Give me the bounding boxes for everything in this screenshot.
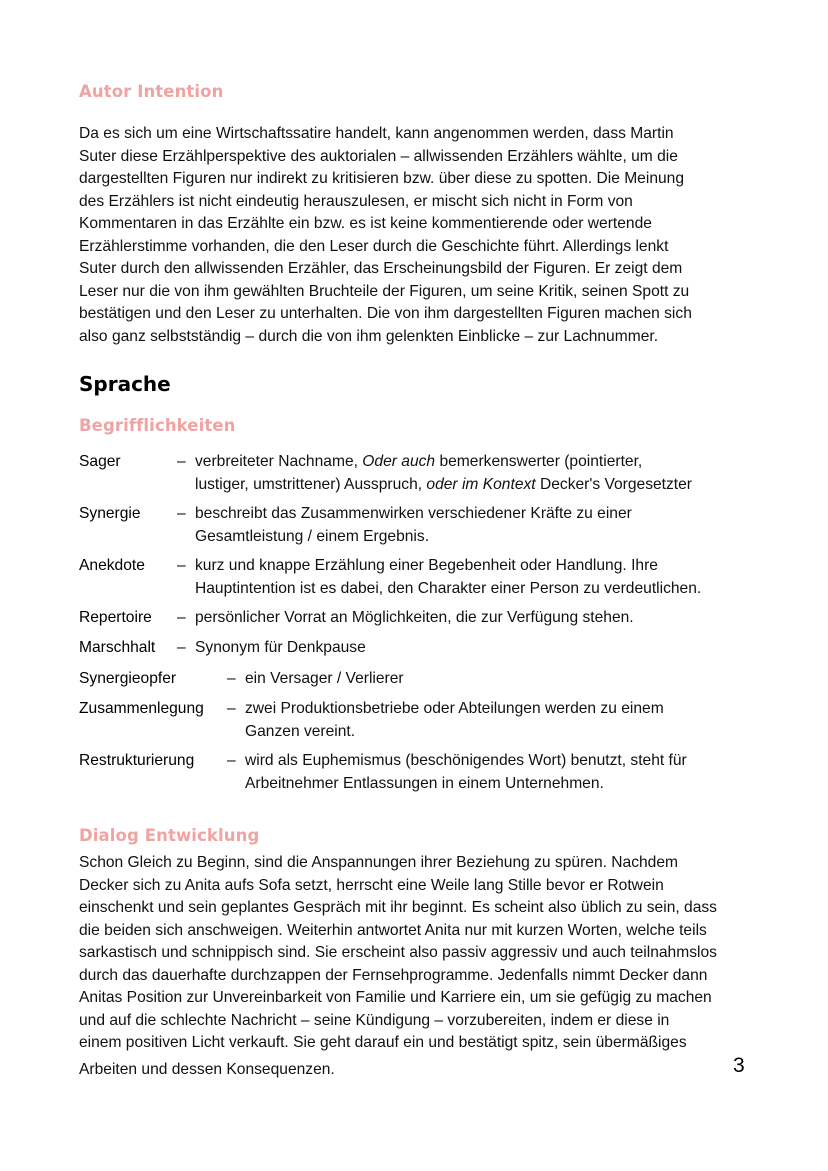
text-line: Suter durch den allwissenden Erzähler, das Erscheinungsbild der Figuren. Er zeigt dem xyxy=(79,260,683,277)
text-line: Erzählerstimme vorhanden, die den Leser durch die Geschichte führt. Allerdings lenkt xyxy=(79,237,669,255)
text-line: Leser nur die von ihm gewählten Bruchteile der Figuren, um seine Kritik, seinen Spott zu xyxy=(79,282,690,300)
definition-text: kurz und knappe Erzählung einer Begebenheit oder Handlung. Ihre xyxy=(195,557,658,574)
definition-text: beschreibt das Zusammenwirken verschiedener Kräfte zu einer xyxy=(195,505,632,522)
text-line: und auf die schlechte Nachricht – seine Kündigung – vorzubereiten, indem er diese in xyxy=(79,1011,670,1029)
text-line: sarkastisch und schnippisch sind. Sie erscheint also passiv aggressiv und auch teilnahmslos xyxy=(79,944,717,961)
section-heading-autor-intention: Autor Intention xyxy=(79,82,224,101)
term-dash: – xyxy=(177,609,186,626)
term-dash: – xyxy=(177,557,186,574)
definition-repertoire xyxy=(195,607,634,630)
definition-text: Arbeitnehmer Entlassungen in einem Unternehmen. xyxy=(245,774,604,792)
text-line: Anitas Position zur Unvereinbarkeit von Familie und Karriere ein, um sie gefügig zu machen xyxy=(79,989,712,1006)
definition-text: Gesamtleistung / einem Ergebnis. xyxy=(195,527,430,545)
definition-text: lustiger, umstrittener) Ausspruch, xyxy=(195,475,427,493)
text-line: des Erzählers ist nicht eindeutig herauszulesen, er mischt sich nicht in Form von xyxy=(79,192,633,210)
term-dash: – xyxy=(177,505,186,522)
term-zusammenlegung: Zusammenlegung xyxy=(79,700,204,717)
term-synergie: Synergie xyxy=(79,505,141,522)
text-line: Da es sich um eine Wirtschaftssatire handelt, kann angenommen werden, dass Martin xyxy=(79,125,674,142)
text-line: die beiden sich anschweigen. Weiterhin antwortet Anita nur mit kurzen Worten, welche teils xyxy=(79,921,707,939)
definition-text: Synonym für Denkpause xyxy=(195,639,366,656)
section-heading-sprache: Sprache xyxy=(79,372,171,396)
term-dash: – xyxy=(227,752,236,769)
text-line: dargestellten Figuren nur indirekt zu kritisieren bzw. über diese zu spotten. Die Meinung xyxy=(79,170,685,187)
definition-text: Ganzen vereint. xyxy=(245,722,356,740)
definition-text: wird als Euphemismus (beschönigendes Wort) benutzt, steht für xyxy=(245,752,687,769)
term-marschhalt: Marschhalt xyxy=(79,639,156,656)
term-dash: – xyxy=(227,700,236,717)
term-dash: – xyxy=(177,453,186,470)
term-synergieopfer: Synergieopfer xyxy=(79,670,177,687)
definition-italic-text: Oder auch xyxy=(362,453,436,470)
text-line: Schon Gleich zu Beginn, sind die Anspannungen ihrer Beziehung zu spüren. Nachdem xyxy=(79,854,679,871)
definition-sager xyxy=(195,451,692,496)
section-heading-begrifflichkeiten: Begrifflichkeiten xyxy=(79,416,236,435)
definition-italic-text: oder im Kontext xyxy=(426,475,536,493)
text-line: einem positiven Licht verkauft. Sie geht darauf ein und bestätigt spitz, sein übermäßiges xyxy=(79,1034,687,1051)
text-line: bestätigen und den Leser zu unterhalten. Die von ihm dargestellten Figuren machen sich xyxy=(79,305,692,322)
term-anekdote: Anekdote xyxy=(79,557,145,574)
definition-text: zwei Produktionsbetriebe oder Abteilungen werden zu einem xyxy=(245,700,664,717)
definition-text: Decker's Vorgesetzter xyxy=(535,475,693,493)
definition-synergieopfer xyxy=(245,668,404,691)
text-line: Suter diese Erzählperspektive des auktorialen – allwissenden Erzählers wählte, um die xyxy=(79,147,678,165)
text-line: also ganz selbstständig – durch die von ihm gelenkten Einblicke – zur Lachnummer. xyxy=(79,327,659,345)
definition-anekdote xyxy=(195,555,701,600)
term-repertoire: Repertoire xyxy=(79,609,152,626)
text-line: Kommentaren in das Erzählte ein bzw. es ist keine kommentierende oder wertende xyxy=(79,215,652,232)
paragraph-autor-intention xyxy=(79,123,749,348)
definition-restrukturierung xyxy=(245,750,687,795)
definition-marschhalt xyxy=(195,637,366,660)
text-line: einschenkt und sein geplantes Gespräch mit ihr beginnt. Es scheint also üblich zu sein, dass xyxy=(79,899,717,916)
term-dash: – xyxy=(177,639,186,656)
definition-synergie xyxy=(195,503,632,548)
term-restrukturierung: Restrukturierung xyxy=(79,752,195,769)
definition-text: Hauptintention ist es dabei, den Charakter einer Person zu verdeutlichen. xyxy=(195,579,702,597)
text-line: durch das dauerhafte durchzappen der Fernsehprogramme. Jedenfalls nimmt Decker dann xyxy=(79,966,708,984)
text-line: Arbeiten und dessen Konsequenzen. xyxy=(79,1060,335,1078)
definition-zusammenlegung xyxy=(245,698,664,743)
term-sager: Sager xyxy=(79,453,121,470)
section-heading-dialog-entwicklung: Dialog Entwicklung xyxy=(79,826,260,845)
term-dash: – xyxy=(227,670,236,687)
paragraph-dialog-entwicklung xyxy=(79,852,749,1081)
page-number: 3 xyxy=(733,1054,745,1077)
text-line: Decker sich zu Anita aufs Sofa setzt, herrscht eine Weile lang Stille bevor er Rotwein xyxy=(79,876,664,894)
definition-text: persönlicher Vorrat an Möglichkeiten, die zur Verfügung stehen. xyxy=(195,609,634,626)
definition-text: ein Versager / Verlierer xyxy=(245,670,404,687)
definition-text: verbreiteter Nachname, xyxy=(195,453,363,470)
definition-text: bemerkenswerter (pointierter, xyxy=(435,453,643,470)
